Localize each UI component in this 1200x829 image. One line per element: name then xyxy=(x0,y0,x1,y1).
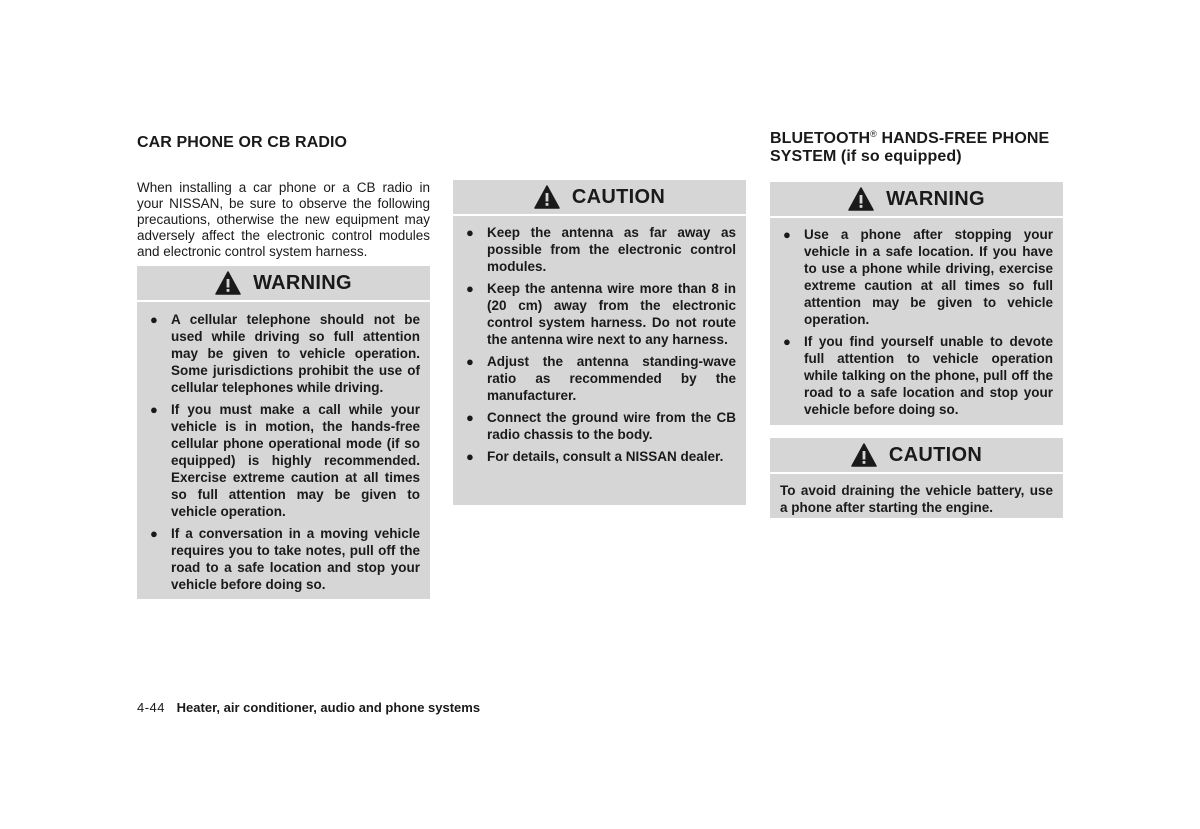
list-item xyxy=(463,224,736,275)
warning-list xyxy=(770,218,1063,428)
list-item xyxy=(780,226,1053,328)
list-item-text: Connect the ground wire from the CB radio chassis to the body. xyxy=(487,410,736,442)
list-item xyxy=(463,280,736,348)
list-item-text: A cellular telephone should not be used while driving so full attention may be given to vehicle operation. Some jurisdictions prohibit the use of cellular telephones while driving. xyxy=(171,312,420,395)
bullet-icon: ● xyxy=(150,312,158,327)
warning-title: WARNING xyxy=(886,187,985,210)
caution-header xyxy=(453,180,746,216)
warning-triangle-icon xyxy=(851,443,877,467)
caution-header xyxy=(770,438,1063,474)
warning-box-left xyxy=(137,266,430,599)
bullet-icon: ● xyxy=(466,354,474,369)
list-item-text: For details, consult a NISSAN dealer. xyxy=(487,449,724,464)
warning-header xyxy=(770,182,1063,218)
warning-triangle-icon xyxy=(848,187,874,211)
bullet-icon: ● xyxy=(466,410,474,425)
list-item-text: Use a phone after stopping your vehicle in a safe location. If you have to use a phone while driving, exercise extreme caution at all times so full attention may be given to vehicle operation. xyxy=(804,227,1053,327)
heading-bluetooth-word: BLUETOOTH xyxy=(770,130,871,147)
bullet-icon: ● xyxy=(150,402,158,417)
list-item xyxy=(463,353,736,404)
section-title: Heater, air conditioner, audio and phone systems xyxy=(176,700,481,715)
warning-triangle-icon xyxy=(215,271,241,295)
page-number: 4-44 xyxy=(137,700,166,715)
caution-text: To avoid draining the vehicle battery, use a phone after starting the engine. xyxy=(780,483,1053,515)
bullet-icon: ● xyxy=(466,449,474,464)
intro-paragraph: When installing a car phone or a CB radio in your NISSAN, be sure to observe the following precautions, otherwise the new equipment may adversely affect the electronic control modules and electronic control system harness. xyxy=(137,180,430,259)
list-item xyxy=(463,409,736,443)
section-heading-car-phone: CAR PHONE OR CB RADIO xyxy=(137,134,348,151)
registered-mark: ® xyxy=(870,129,877,139)
warning-list xyxy=(137,302,430,603)
warning-header xyxy=(137,266,430,302)
list-item xyxy=(147,401,420,520)
list-item xyxy=(147,311,420,396)
caution-title: CAUTION xyxy=(571,185,666,208)
heading-line2: SYSTEM (if so equipped) xyxy=(770,148,962,165)
bullet-icon: ● xyxy=(783,227,791,242)
bullet-icon: ● xyxy=(150,526,158,541)
warning-box-right xyxy=(770,182,1063,425)
list-item-text: If you find yourself unable to devote full attention to vehicle operation while talking on the phone, pull off the road to a safe location and stop your vehicle before doing so. xyxy=(804,334,1053,417)
bullet-icon: ● xyxy=(783,334,791,349)
caution-list xyxy=(453,216,746,475)
list-item xyxy=(780,333,1053,418)
list-item xyxy=(463,448,736,465)
warning-title: WARNING xyxy=(253,271,352,294)
warning-triangle-icon xyxy=(534,185,560,209)
caution-box-middle xyxy=(453,180,746,505)
bullet-icon: ● xyxy=(466,281,474,296)
section-heading-bluetooth xyxy=(770,125,1070,166)
caution-title: CAUTION xyxy=(888,443,983,466)
list-item-text: Keep the antenna as far away as possible from the electronic control modules. xyxy=(487,225,736,274)
heading-line1 xyxy=(770,130,1049,147)
list-item-text: Keep the antenna wire more than 8 in (20 cm) away from the electronic control system harness. Do not route the antenna wire next to any harness. xyxy=(487,281,736,347)
list-item-text: If you must make a call while your vehicle is in motion, the hands-free cellular phone operational mode (if so equipped) is highly recommended. Exercise extreme caution at all times so full attention may be given to vehicle operation. xyxy=(171,402,420,519)
caution-box-right xyxy=(770,438,1063,518)
heading-handsfree-text: HANDS-FREE PHONE xyxy=(876,130,1050,147)
list-item-text: If a conversation in a moving vehicle requires you to take notes, pull off the road to a safe location and stop your vehicle before doing so. xyxy=(171,526,420,592)
bullet-icon: ● xyxy=(466,225,474,240)
list-item xyxy=(147,525,420,593)
page-footer xyxy=(137,700,480,715)
list-item-text: Adjust the antenna standing-wave ratio as recommended by the manufacturer. xyxy=(487,354,736,403)
